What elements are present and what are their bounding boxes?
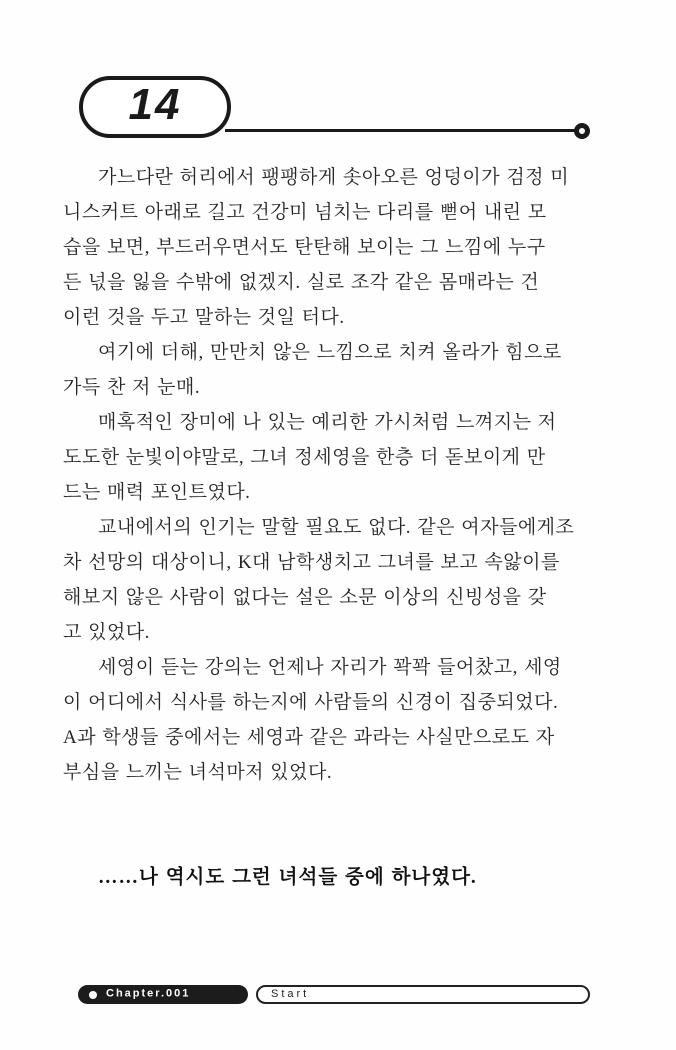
chapter-label-pill — [78, 985, 248, 1004]
text-line: 가느다란 허리에서 팽팽하게 솟아오른 엉덩이가 검정 미 — [98, 167, 570, 188]
start-progress-pill — [256, 985, 590, 1004]
chapter-divider-line — [225, 129, 577, 132]
chapter-label: Chapter.001 — [106, 987, 191, 1000]
text-line: 부심을 느끼는 녀석마저 있었다. — [63, 762, 333, 783]
text-line: 여기에 더해, 만만치 않은 느낌으로 치켜 올라가 힘으로 — [98, 342, 562, 363]
text-line: 이런 것을 두고 말하는 것일 터다. — [63, 307, 345, 328]
start-label: Start — [271, 988, 310, 1000]
text-line: ……나 역시도 그런 녀석들 중에 하나였다. — [98, 867, 477, 888]
paragraph — [63, 160, 615, 335]
paragraph — [63, 650, 615, 790]
text-line: 고 있었다. — [63, 622, 150, 643]
text-line: 든 넋을 잃을 수밖에 없겠지. 실로 조각 같은 몸매라는 건 — [63, 272, 540, 293]
paragraph — [63, 405, 615, 510]
text-line: 습을 보면, 부드러우면서도 탄탄해 보이는 그 느낌에 누구 — [63, 237, 546, 258]
emphasis-paragraph — [63, 860, 615, 895]
text-line: 니스커트 아래로 길고 건강미 넘치는 다리를 뻗어 내린 모 — [63, 202, 547, 223]
text-line: 이 어디에서 식사를 하는지에 사람들의 신경이 집중되었다. — [63, 692, 559, 713]
chapter-bullet-icon — [89, 991, 97, 999]
text-line: 해보지 않은 사람이 없다는 설은 소문 이상의 신빙성을 갖 — [63, 587, 547, 608]
page-footer — [0, 983, 676, 1007]
text-line: 가득 찬 저 눈매. — [63, 377, 201, 398]
chapter-number-badge — [79, 76, 231, 138]
text-line: 매혹적인 장미에 나 있는 예리한 가시처럼 느껴지는 저 — [98, 412, 557, 433]
text-line: A과 학생들 중에서는 세영과 같은 과라는 사실만으로도 자 — [63, 727, 555, 748]
text-line: 도도한 눈빛이야말로, 그녀 정세영을 한층 더 돋보이게 만 — [63, 447, 546, 468]
text-line: 세영이 듣는 강의는 언제나 자리가 꽉꽉 들어찼고, 세영 — [98, 657, 562, 678]
text-line: 차 선망의 대상이니, K대 남학생치고 그녀를 보고 속앓이를 — [63, 552, 560, 573]
paragraph — [63, 510, 615, 650]
paragraph — [63, 335, 615, 405]
line-end-ring-icon — [574, 123, 590, 139]
chapter-number: 14 — [128, 80, 182, 129]
text-line: 교내에서의 인기는 말할 필요도 없다. 같은 여자들에게조 — [98, 517, 575, 538]
chapter-header — [0, 0, 676, 150]
page-body — [63, 160, 615, 895]
text-line: 드는 매력 포인트였다. — [63, 482, 251, 503]
